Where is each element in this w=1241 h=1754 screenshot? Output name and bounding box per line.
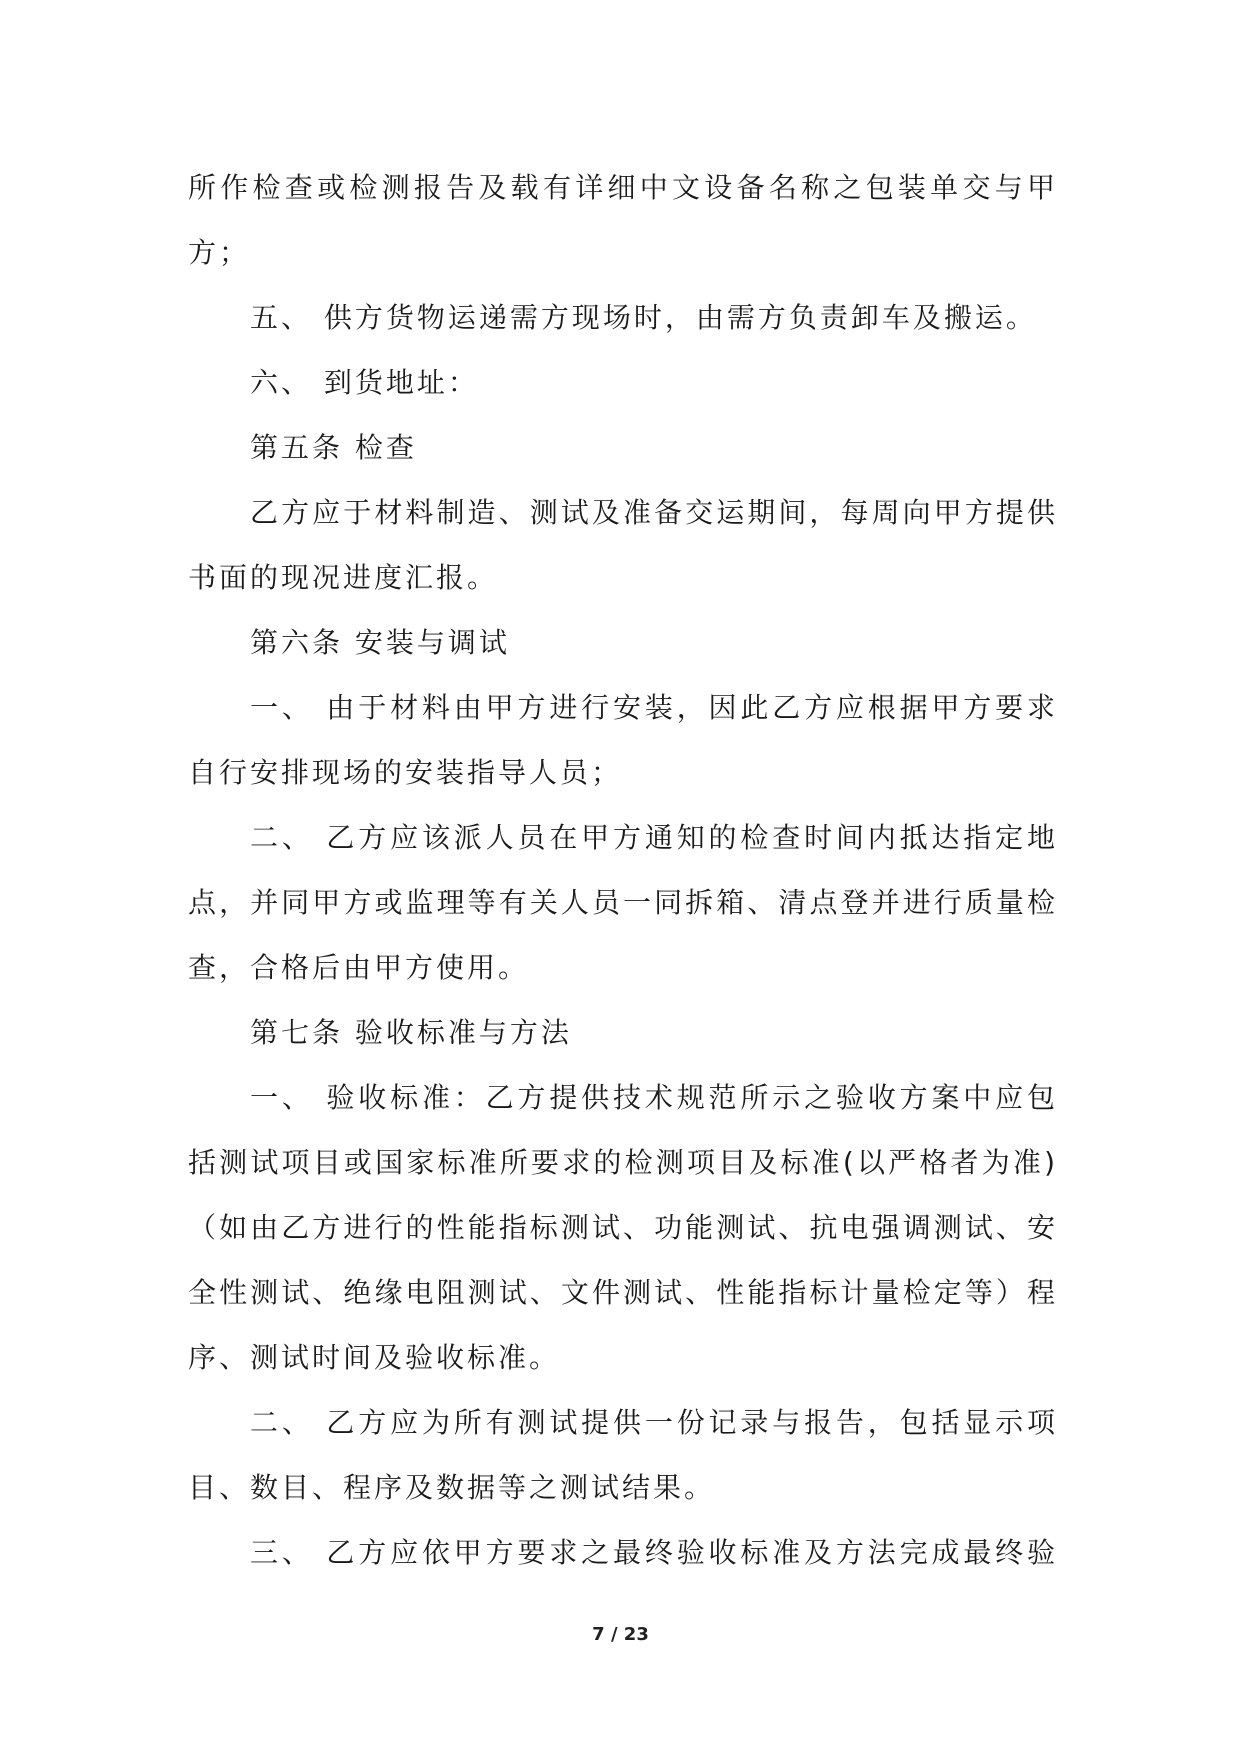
text-line: 乙方应于材料制造、测试及准备交运期间，每周向甲方提供 xyxy=(250,496,1058,529)
document-body xyxy=(188,155,1058,1585)
text-line: 方； xyxy=(188,236,251,269)
text-line: 序、测试时间及验收标准。 xyxy=(188,1341,561,1374)
text-line: 一、 由于材料由甲方进行安装，因此乙方应根据甲方要求 xyxy=(250,691,1058,724)
text-line: 书面的现况进度汇报。 xyxy=(188,561,499,594)
text-line: 二、 乙方应为所有测试提供一份记录与报告，包括显示项 xyxy=(250,1406,1058,1439)
text-line: 括测试项目或国家标准所要求的检测项目及标准(以严格者为准) xyxy=(188,1146,1058,1179)
text-line: （如由乙方进行的性能指标测试、功能测试、抗电强调测试、安 xyxy=(188,1211,1058,1244)
text-line: 五、 供方货物运递需方现场时，由需方负责卸车及搬运。 xyxy=(250,301,1037,334)
text-line: 二、 乙方应该派人员在甲方通知的检查时间内抵达指定地 xyxy=(250,821,1058,854)
text-line: 全性测试、绝缘电阻测试、文件测试、性能指标计量检定等）程 xyxy=(188,1276,1058,1309)
text-line: 自行安排现场的安装指导人员； xyxy=(188,756,623,789)
page-number: 7 / 23 xyxy=(592,1624,649,1645)
text-line: 三、 乙方应依甲方要求之最终验收标准及方法完成最终验 xyxy=(250,1536,1058,1569)
section-heading: 第五条 检查 xyxy=(250,431,417,464)
text-line: 点，并同甲方或监理等有关人员一同拆箱、清点登并进行质量检 xyxy=(188,886,1058,919)
text-line: 所作检查或检测报告及载有详细中文设备名称之包装单交与甲 xyxy=(188,171,1058,204)
text-line: 目、数目、程序及数据等之测试结果。 xyxy=(188,1471,716,1504)
text-line: 查，合格后由甲方使用。 xyxy=(188,951,530,984)
text-line: 六、 到货地址： xyxy=(250,366,479,399)
section-heading: 第六条 安装与调试 xyxy=(250,626,510,659)
section-heading: 第七条 验收标准与方法 xyxy=(250,1016,572,1049)
text-line: 一、 验收标准：乙方提供技术规范所示之验收方案中应包 xyxy=(250,1081,1058,1114)
